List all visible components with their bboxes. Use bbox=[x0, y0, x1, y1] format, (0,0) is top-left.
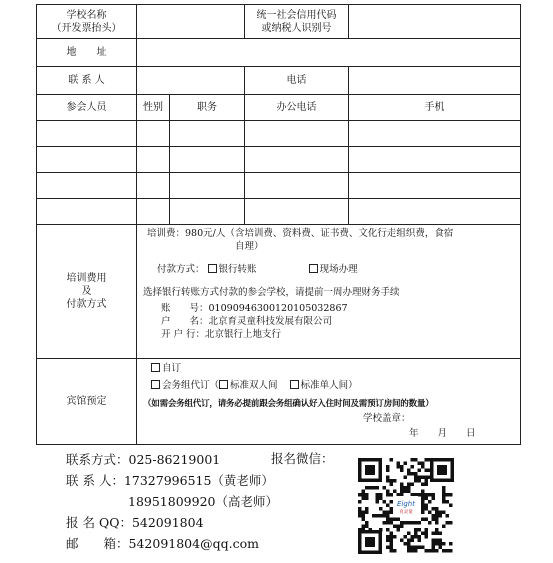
registration-table bbox=[36, 4, 521, 445]
phone-label: 电话 bbox=[245, 67, 349, 95]
email-row: 邮 箱：542091804@qq.com bbox=[66, 536, 259, 551]
hotel-booking-content bbox=[137, 359, 521, 445]
credit-code-field[interactable] bbox=[349, 5, 521, 39]
credit-code-label: 统一社会信用代码 或纳税人识别号 bbox=[245, 5, 349, 39]
address-field[interactable] bbox=[137, 39, 521, 67]
table-row bbox=[37, 199, 521, 225]
agency-booking-row: 会务组代订（ 标准双人间 标准单人间） bbox=[143, 379, 514, 392]
account-name-row: 户 名：北京育灵童科技发展有限公司 bbox=[161, 316, 333, 327]
self-booking-row: 自订 bbox=[143, 362, 514, 375]
table-row bbox=[37, 173, 521, 199]
fee-payment-content: 培训费：980元/人（含培训费、资料费、证书费、文化行走组织费，食宿 自理） 付款方式： 银行转账 现场办理 选择银行转账方式付款的参会学校，请提前一周办理财务手续 账 号：0109094630012010503286​7 户 名：北京育灵童科技发展有限公司 开 户 行：北京银行上地支行 bbox=[137, 225, 521, 359]
hotel-note: （如需会务组代订，请务必提前跟会务组确认好入住时间及需预订房间的数量） bbox=[143, 399, 434, 409]
qr-logo-text: Eight bbox=[397, 500, 415, 508]
address-label: 地 址 bbox=[37, 39, 137, 67]
col-header-office-phone: 办公电话 bbox=[245, 95, 349, 121]
contact-info bbox=[66, 449, 278, 554]
qq-row: 报 名 QQ：542091804 bbox=[66, 515, 204, 530]
school-name-field[interactable] bbox=[137, 5, 245, 39]
bank-transfer-checkbox[interactable] bbox=[208, 264, 217, 273]
self-booking-checkbox[interactable] bbox=[151, 363, 160, 372]
agency-booking-checkbox[interactable] bbox=[151, 380, 160, 389]
school-name-label: 学校名称 （开发票抬头） bbox=[37, 5, 137, 39]
phone-field[interactable] bbox=[349, 67, 521, 95]
col-header-gender: 性别 bbox=[137, 95, 170, 121]
onsite-payment-checkbox[interactable] bbox=[309, 264, 318, 273]
single-room-checkbox[interactable] bbox=[290, 380, 299, 389]
table-row bbox=[37, 121, 521, 147]
col-header-attendee: 参会人员 bbox=[37, 95, 137, 121]
bank-row: 开 户 行：北京银行上地支行 bbox=[161, 329, 282, 340]
contact-person-row: 联 系 人：17327996515（黄老师） bbox=[66, 473, 274, 488]
hotel-booking-label: 宾馆预定 bbox=[37, 359, 137, 445]
wechat-label: 报名微信： bbox=[271, 451, 334, 466]
contact-person-row-2: 18951809920（高老师） bbox=[128, 494, 278, 509]
col-header-position: 职务 bbox=[170, 95, 245, 121]
double-room-checkbox[interactable] bbox=[219, 380, 228, 389]
qr-logo-subtext: 育灵童 bbox=[399, 510, 413, 515]
date-line: 年 月 日 bbox=[409, 428, 476, 439]
contact-person-field[interactable] bbox=[137, 67, 245, 95]
contact-method-row: 联系方式：025-86219001 bbox=[66, 452, 221, 467]
account-row: 账 号：0109094630012010503286​7 bbox=[161, 303, 348, 314]
table-row bbox=[37, 147, 521, 173]
school-seal: 学校盖章： bbox=[363, 413, 411, 424]
payment-method-row: 付款方式： 银行转账 现场办理 bbox=[157, 264, 358, 275]
wechat-qr-code bbox=[356, 456, 456, 556]
fee-payment-label: 培训费用 及 付款方式 bbox=[37, 225, 137, 359]
contact-person-label: 联 系 人 bbox=[37, 67, 137, 95]
col-header-mobile: 手机 bbox=[349, 95, 521, 121]
